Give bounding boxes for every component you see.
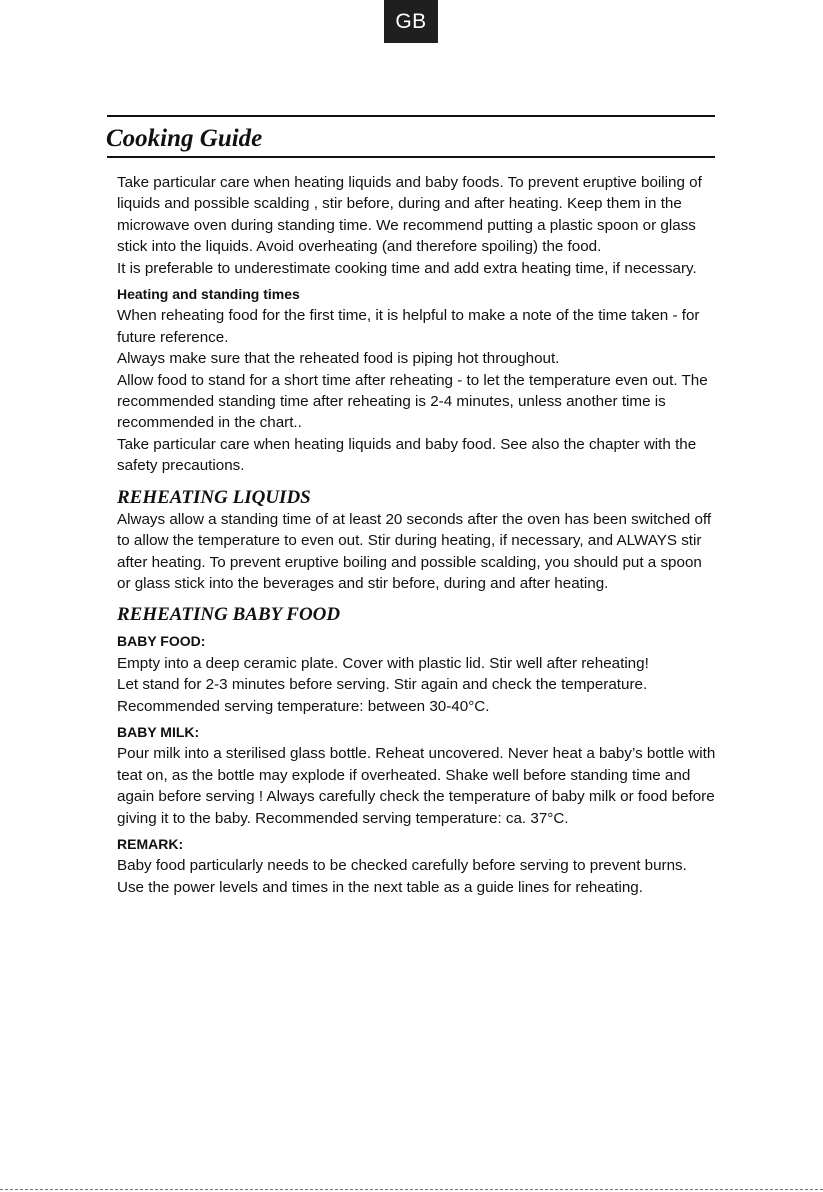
heating-standing-paragraph: Always make sure that the reheated food is piping hot throughout. bbox=[117, 350, 560, 368]
baby-milk-label: BABY MILK: bbox=[117, 723, 200, 740]
reheating-baby-food-section bbox=[117, 604, 717, 898]
intro-section bbox=[117, 172, 717, 279]
remark-paragraph: Use the power levels and times in the next table as a guide lines for reheating. bbox=[117, 878, 643, 896]
title-bottom-rule bbox=[107, 156, 715, 158]
baby-milk-paragraph: Pour milk into a sterilised glass bottle. Reheat uncovered. Never heat a baby’s bottle with teat on, as the bottle may explode if overheated. Shake well before standing time and again before serving ! Always carefully check the temperature of baby milk or food before giving it to the baby. Recommended serving temperature: ca. 37°C. bbox=[117, 745, 716, 827]
baby-food-paragraph: Empty into a deep ceramic plate. Cover with plastic lid. Stir well after reheating! bbox=[117, 654, 649, 672]
remark-label: REMARK: bbox=[117, 835, 184, 852]
heating-standing-heading: Heating and standing times bbox=[117, 286, 300, 303]
reheating-liquids-section bbox=[117, 487, 717, 595]
baby-food-paragraph: Let stand for 2-3 minutes before serving. Stir again and check the temperature. bbox=[117, 676, 648, 694]
heating-standing-paragraph: Take particular care when heating liquids and baby food. See also the chapter with the safety precautions. bbox=[117, 435, 697, 475]
title-top-rule bbox=[107, 115, 715, 117]
remark-paragraph: Baby food particularly needs to be checked carefully before serving to prevent burns. bbox=[117, 857, 687, 875]
heating-standing-paragraph: When reheating food for the first time, it is helpful to make a note of the time taken - for future reference. bbox=[117, 307, 700, 346]
heating-standing-section bbox=[117, 284, 717, 477]
heating-standing-paragraph: Allow food to stand for a short time after reheating - to let the temperature even out. The recommended standing time after reheating is 2-4 minutes, unless another time is recommended in the chart.. bbox=[117, 371, 708, 432]
baby-food-label: BABY FOOD: bbox=[117, 633, 206, 650]
page-title: Cooking Guide bbox=[106, 125, 263, 152]
reheating-liquids-paragraph: Always allow a standing time of at least 20 seconds after the oven has been switched off to allow the temperature to even out. Stir during heating, if necessary, and ALWAYS stir after heating. To prevent eruptive boiling and possible scalding, you should put a spoon or glass stick into the beverages and stir before, during and after heating. bbox=[117, 510, 712, 592]
intro-paragraph: Take particular care when heating liquids and baby foods. To prevent eruptive boiling of liquids and possible scalding , stir before, during and after heating. Keep them in the microwave oven during standing time. We recommend putting a plastic spoon or glass stick into the liquids. Avoid overheating (and therefore spoiling) the food. bbox=[117, 174, 702, 256]
language-badge: GB bbox=[384, 0, 438, 43]
baby-food-paragraph: Recommended serving temperature: between 30-40°C. bbox=[117, 697, 490, 715]
reheating-liquids-heading: REHEATING LIQUIDS bbox=[117, 486, 311, 508]
intro-paragraph: It is preferable to underestimate cooking time and add extra heating time, if necessary. bbox=[117, 259, 697, 277]
page-content bbox=[117, 172, 717, 898]
page-bottom-edge bbox=[0, 1189, 823, 1190]
reheating-baby-food-heading: REHEATING BABY FOOD bbox=[117, 604, 341, 626]
